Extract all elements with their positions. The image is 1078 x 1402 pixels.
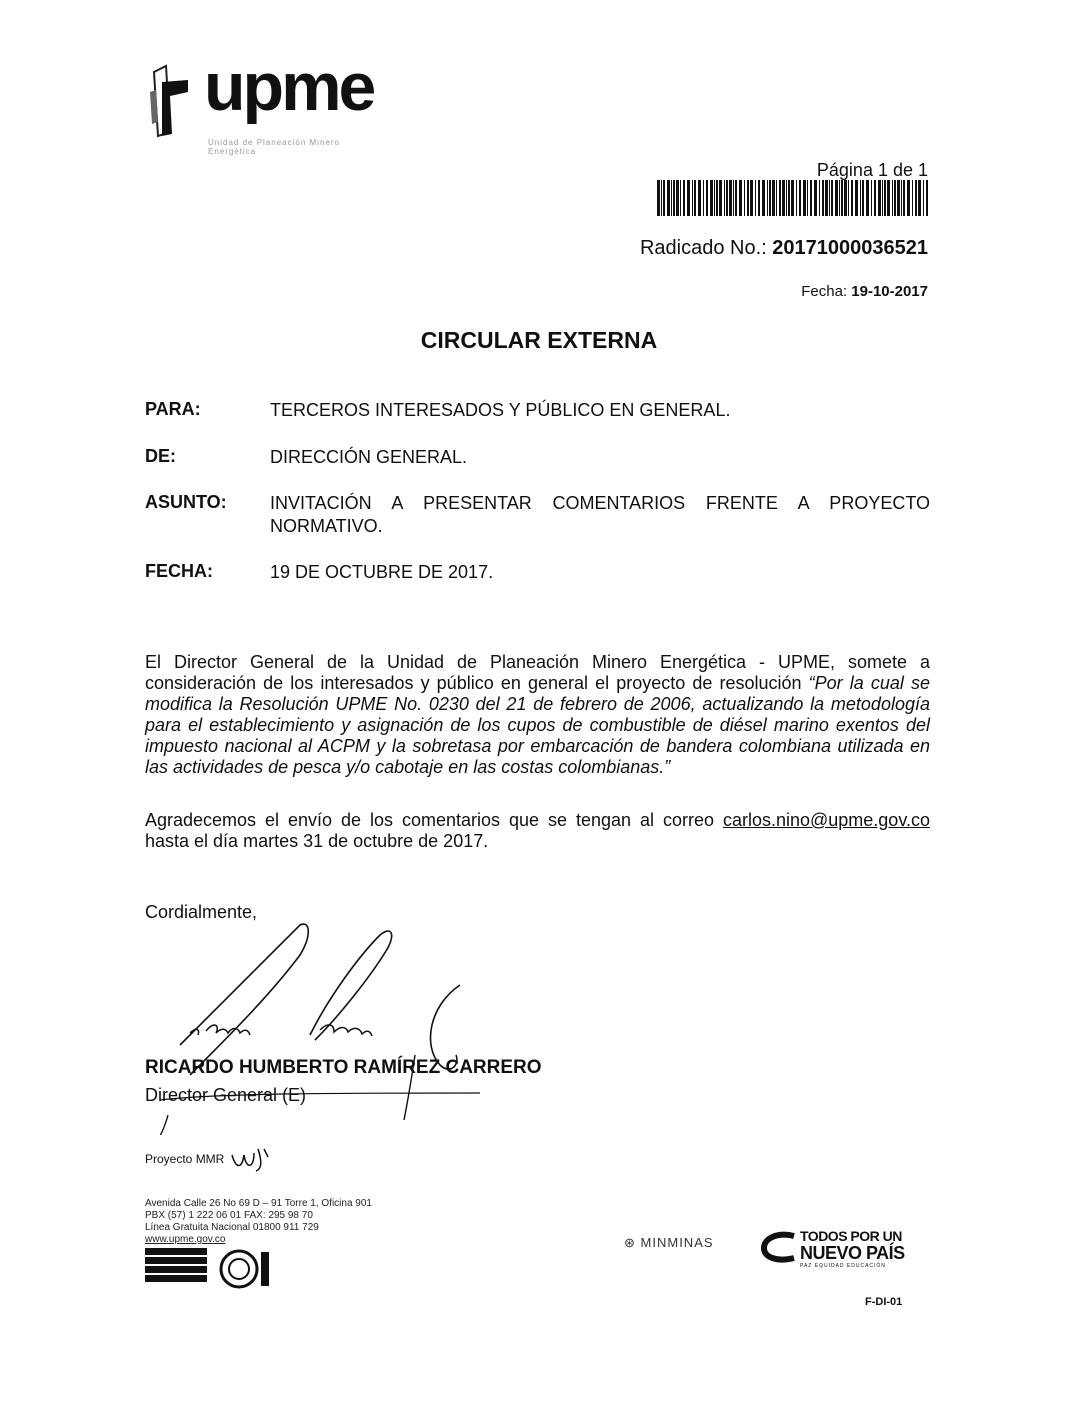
barcode-icon [657, 180, 929, 216]
project-label: Proyecto MMR [145, 1152, 225, 1166]
resolution-title: “Por la cual se modifica la Resolución UPME No. 0230 del 21 de febrero de 2006, actualizando la metodología para el establecimiento y asignación de los cupos de combustible de diésel marino exentos del impuesto nacional al ACPM y la sobretasa por embarcación de bandera colombiana utilizada en las actividades de pesca y/o cabotaje en las costas colombianas.” [145, 673, 930, 777]
page-number: Página 1 de 1 [816, 160, 928, 180]
address-line: PBX (57) 1 222 06 01 FAX: 295 98 70 [145, 1210, 313, 1221]
radicado-value: 20171000036521 [772, 237, 928, 259]
address-line: Avenida Calle 26 No 69 D – 91 Torre 1, Oficina 901 [145, 1198, 372, 1209]
document-title: CIRCULAR EXTERNA [420, 327, 658, 353]
para-label: PARA: [145, 399, 201, 419]
fecha-label: FECHA: [145, 561, 213, 581]
body-paragraph-1 [145, 652, 930, 778]
header-date [801, 283, 928, 300]
coat-of-arms-icon: ⊛ [624, 1235, 636, 1250]
body-paragraph-2-text: Agradecemos el envío de los comentarios que se tengan al correo [145, 810, 723, 830]
header-date-label: Fecha: [801, 283, 848, 300]
radicado-label: Radicado No.: [639, 237, 767, 259]
initials-icon [228, 1143, 278, 1173]
asunto-value: INVITACIÓN A PRESENTAR COMENTARIOS FRENTE A PROYECTO NORMATIVO. [270, 493, 930, 536]
body-paragraph-2 [145, 810, 930, 852]
fecha-value: 19 DE OCTUBRE DE 2017. [270, 562, 494, 582]
nuevo-pais-logo [760, 1226, 910, 1272]
logo-wordmark: upme [204, 49, 374, 125]
asunto-label: ASUNTO: [145, 492, 227, 512]
email-link[interactable]: carlos.nino@upme.gov.co [722, 810, 930, 830]
radicado-number [640, 237, 928, 260]
upme-logo [148, 49, 378, 156]
website-link[interactable]: www.upme.gov.co [145, 1234, 226, 1245]
body-paragraph-1-text: El Director General de la Unidad de Planeación Minero Energética - UPME, somete a consideración de los interesados y público en general el proyecto de resolución [145, 652, 930, 693]
de-label: DE: [145, 446, 176, 466]
form-code: F-DI-01 [865, 1296, 903, 1308]
logo-tagline: Unidad de Planeación Minero Energética [208, 138, 340, 156]
minminas-text: MINMINAS [640, 1235, 714, 1250]
signer-name: RICARDO HUMBERTO RAMÍREZ CARRERO [145, 1057, 542, 1078]
closing: Cordialmente, [145, 902, 258, 922]
certification-seals-icon [145, 1248, 269, 1290]
nuevo-line3: PAZ EQUIDAD EDUCACIÓN [800, 1263, 886, 1269]
nuevo-pais-mark-icon [760, 1230, 796, 1264]
signer-title: Director General (E) [145, 1085, 307, 1105]
header-date-value: 19-10-2017 [851, 283, 928, 300]
nuevo-line1: TODOS POR UN [800, 1228, 902, 1244]
address-line: Línea Gratuita Nacional 01800 911 729 [145, 1222, 319, 1233]
minminas-logo [624, 1235, 714, 1251]
nuevo-line2: NUEVO PAÍS [800, 1243, 905, 1263]
para-value: TERCEROS INTERESADOS Y PÚBLICO EN GENERAL. [270, 400, 731, 420]
footer-address [145, 1198, 372, 1246]
upme-logo-mark-icon [148, 62, 194, 138]
body-paragraph-2-end: hasta el día martes 31 de octubre de 2017. [145, 831, 489, 851]
de-value: DIRECCIÓN GENERAL. [270, 447, 468, 467]
